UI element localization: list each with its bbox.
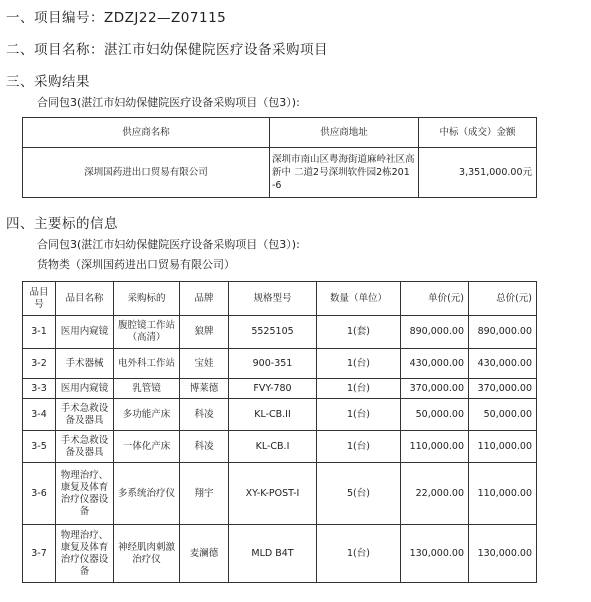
brand: 科凌 xyxy=(180,431,229,463)
table-row xyxy=(23,525,537,583)
section-main-items: 四、主要标的信息 xyxy=(6,216,118,232)
spec-model: XY-K-POST-I xyxy=(229,463,317,525)
procurement-object: 多功能产床 xyxy=(114,399,180,431)
item-name: 物理治疗、康复及体育治疗仪器设备 xyxy=(56,525,114,583)
items-table xyxy=(22,281,537,583)
total-price: 130,000.00 xyxy=(469,525,537,583)
total-price: 110,000.00 xyxy=(469,431,537,463)
result-package-label: 合同包3(湛江市妇幼保健院医疗设备采购项目（包3）): xyxy=(37,96,300,109)
spec-model: MLD B4T xyxy=(229,525,317,583)
brand: 翔宇 xyxy=(180,463,229,525)
quantity: 5(台) xyxy=(317,463,401,525)
quantity: 1(台) xyxy=(317,399,401,431)
item-no: 3-2 xyxy=(23,349,56,379)
procurement-object: 多系统治疗仪 xyxy=(114,463,180,525)
items-header-row xyxy=(23,282,537,316)
spec-model: 5525105 xyxy=(229,316,317,349)
brand: 科凌 xyxy=(180,399,229,431)
spec-model: KL-CB.I xyxy=(229,431,317,463)
unit-price: 430,000.00 xyxy=(401,349,469,379)
total-price: 50,000.00 xyxy=(469,399,537,431)
item-name: 物理治疗、康复及体育治疗仪器设备 xyxy=(56,463,114,525)
header-supplier-address: 供应商地址 xyxy=(270,118,419,148)
item-no: 3-3 xyxy=(23,379,56,399)
header-item-no: 品目号 xyxy=(23,282,56,316)
header-quantity: 数量（单位） xyxy=(317,282,401,316)
brand: 麦澜德 xyxy=(180,525,229,583)
header-spec-model: 规格型号 xyxy=(229,282,317,316)
supplier-address: 深圳市南山区粤海街道麻岭社区高新中 二道2号深圳软件园2栋201 -6 xyxy=(270,148,419,198)
procurement-object: 电外科工作站 xyxy=(114,349,180,379)
item-name: 医用内窥镜 xyxy=(56,316,114,349)
item-no: 3-1 xyxy=(23,316,56,349)
section-project-number: 一、项目编号：ZDZJ22—Z07115 xyxy=(6,10,227,26)
quantity: 1(台) xyxy=(317,431,401,463)
item-no: 3-4 xyxy=(23,399,56,431)
header-total-price: 总价(元) xyxy=(469,282,537,316)
unit-price: 110,000.00 xyxy=(401,431,469,463)
section-project-name: 二、项目名称：湛江市妇幼保健院医疗设备采购项目 xyxy=(6,42,328,58)
header-bid-amount: 中标（成交）金额 xyxy=(419,118,537,148)
spec-model: 900-351 xyxy=(229,349,317,379)
header-brand: 品牌 xyxy=(180,282,229,316)
total-price: 370,000.00 xyxy=(469,379,537,399)
quantity: 1(套) xyxy=(317,316,401,349)
unit-price: 890,000.00 xyxy=(401,316,469,349)
table-row xyxy=(23,379,537,399)
brand: 宝娃 xyxy=(180,349,229,379)
header-item-name: 品目名称 xyxy=(56,282,114,316)
spec-model: KL-CB.II xyxy=(229,399,317,431)
unit-price: 50,000.00 xyxy=(401,399,469,431)
procurement-object: 一体化产床 xyxy=(114,431,180,463)
unit-price: 130,000.00 xyxy=(401,525,469,583)
total-price: 890,000.00 xyxy=(469,316,537,349)
table-row xyxy=(23,349,537,379)
item-name: 手术器械 xyxy=(56,349,114,379)
result-header-row xyxy=(23,118,537,148)
item-name: 手术急救设备及器具 xyxy=(56,399,114,431)
item-no: 3-7 xyxy=(23,525,56,583)
supplier-name: 深圳国药进出口贸易有限公司 xyxy=(23,148,270,198)
bid-amount: 3,351,000.00元 xyxy=(419,148,537,198)
header-procurement-object: 采购标的 xyxy=(114,282,180,316)
quantity: 1(台) xyxy=(317,349,401,379)
procurement-object: 乳管镜 xyxy=(114,379,180,399)
items-category-label: 货物类（深圳国药进出口贸易有限公司） xyxy=(37,258,235,271)
item-name: 医用内窥镜 xyxy=(56,379,114,399)
items-package-label: 合同包3(湛江市妇幼保健院医疗设备采购项目（包3）): xyxy=(37,238,300,251)
total-price: 110,000.00 xyxy=(469,463,537,525)
item-name: 手术急救设备及器具 xyxy=(56,431,114,463)
unit-price: 22,000.00 xyxy=(401,463,469,525)
table-row xyxy=(23,463,537,525)
header-supplier-name: 供应商名称 xyxy=(23,118,270,148)
unit-price: 370,000.00 xyxy=(401,379,469,399)
item-no: 3-5 xyxy=(23,431,56,463)
header-unit-price: 单价(元) xyxy=(401,282,469,316)
table-row xyxy=(23,399,537,431)
table-row xyxy=(23,431,537,463)
result-row xyxy=(23,148,537,198)
brand: 狼牌 xyxy=(180,316,229,349)
spec-model: FVY-780 xyxy=(229,379,317,399)
quantity: 1(台) xyxy=(317,525,401,583)
item-no: 3-6 xyxy=(23,463,56,525)
procurement-object: 腹腔镜工作站（高清） xyxy=(114,316,180,349)
section-procurement-result: 三、采购结果 xyxy=(6,74,90,90)
total-price: 430,000.00 xyxy=(469,349,537,379)
brand: 博莱德 xyxy=(180,379,229,399)
table-row xyxy=(23,316,537,349)
procurement-object: 神经肌肉刺激治疗仪 xyxy=(114,525,180,583)
result-table xyxy=(22,117,537,198)
quantity: 1(台) xyxy=(317,379,401,399)
